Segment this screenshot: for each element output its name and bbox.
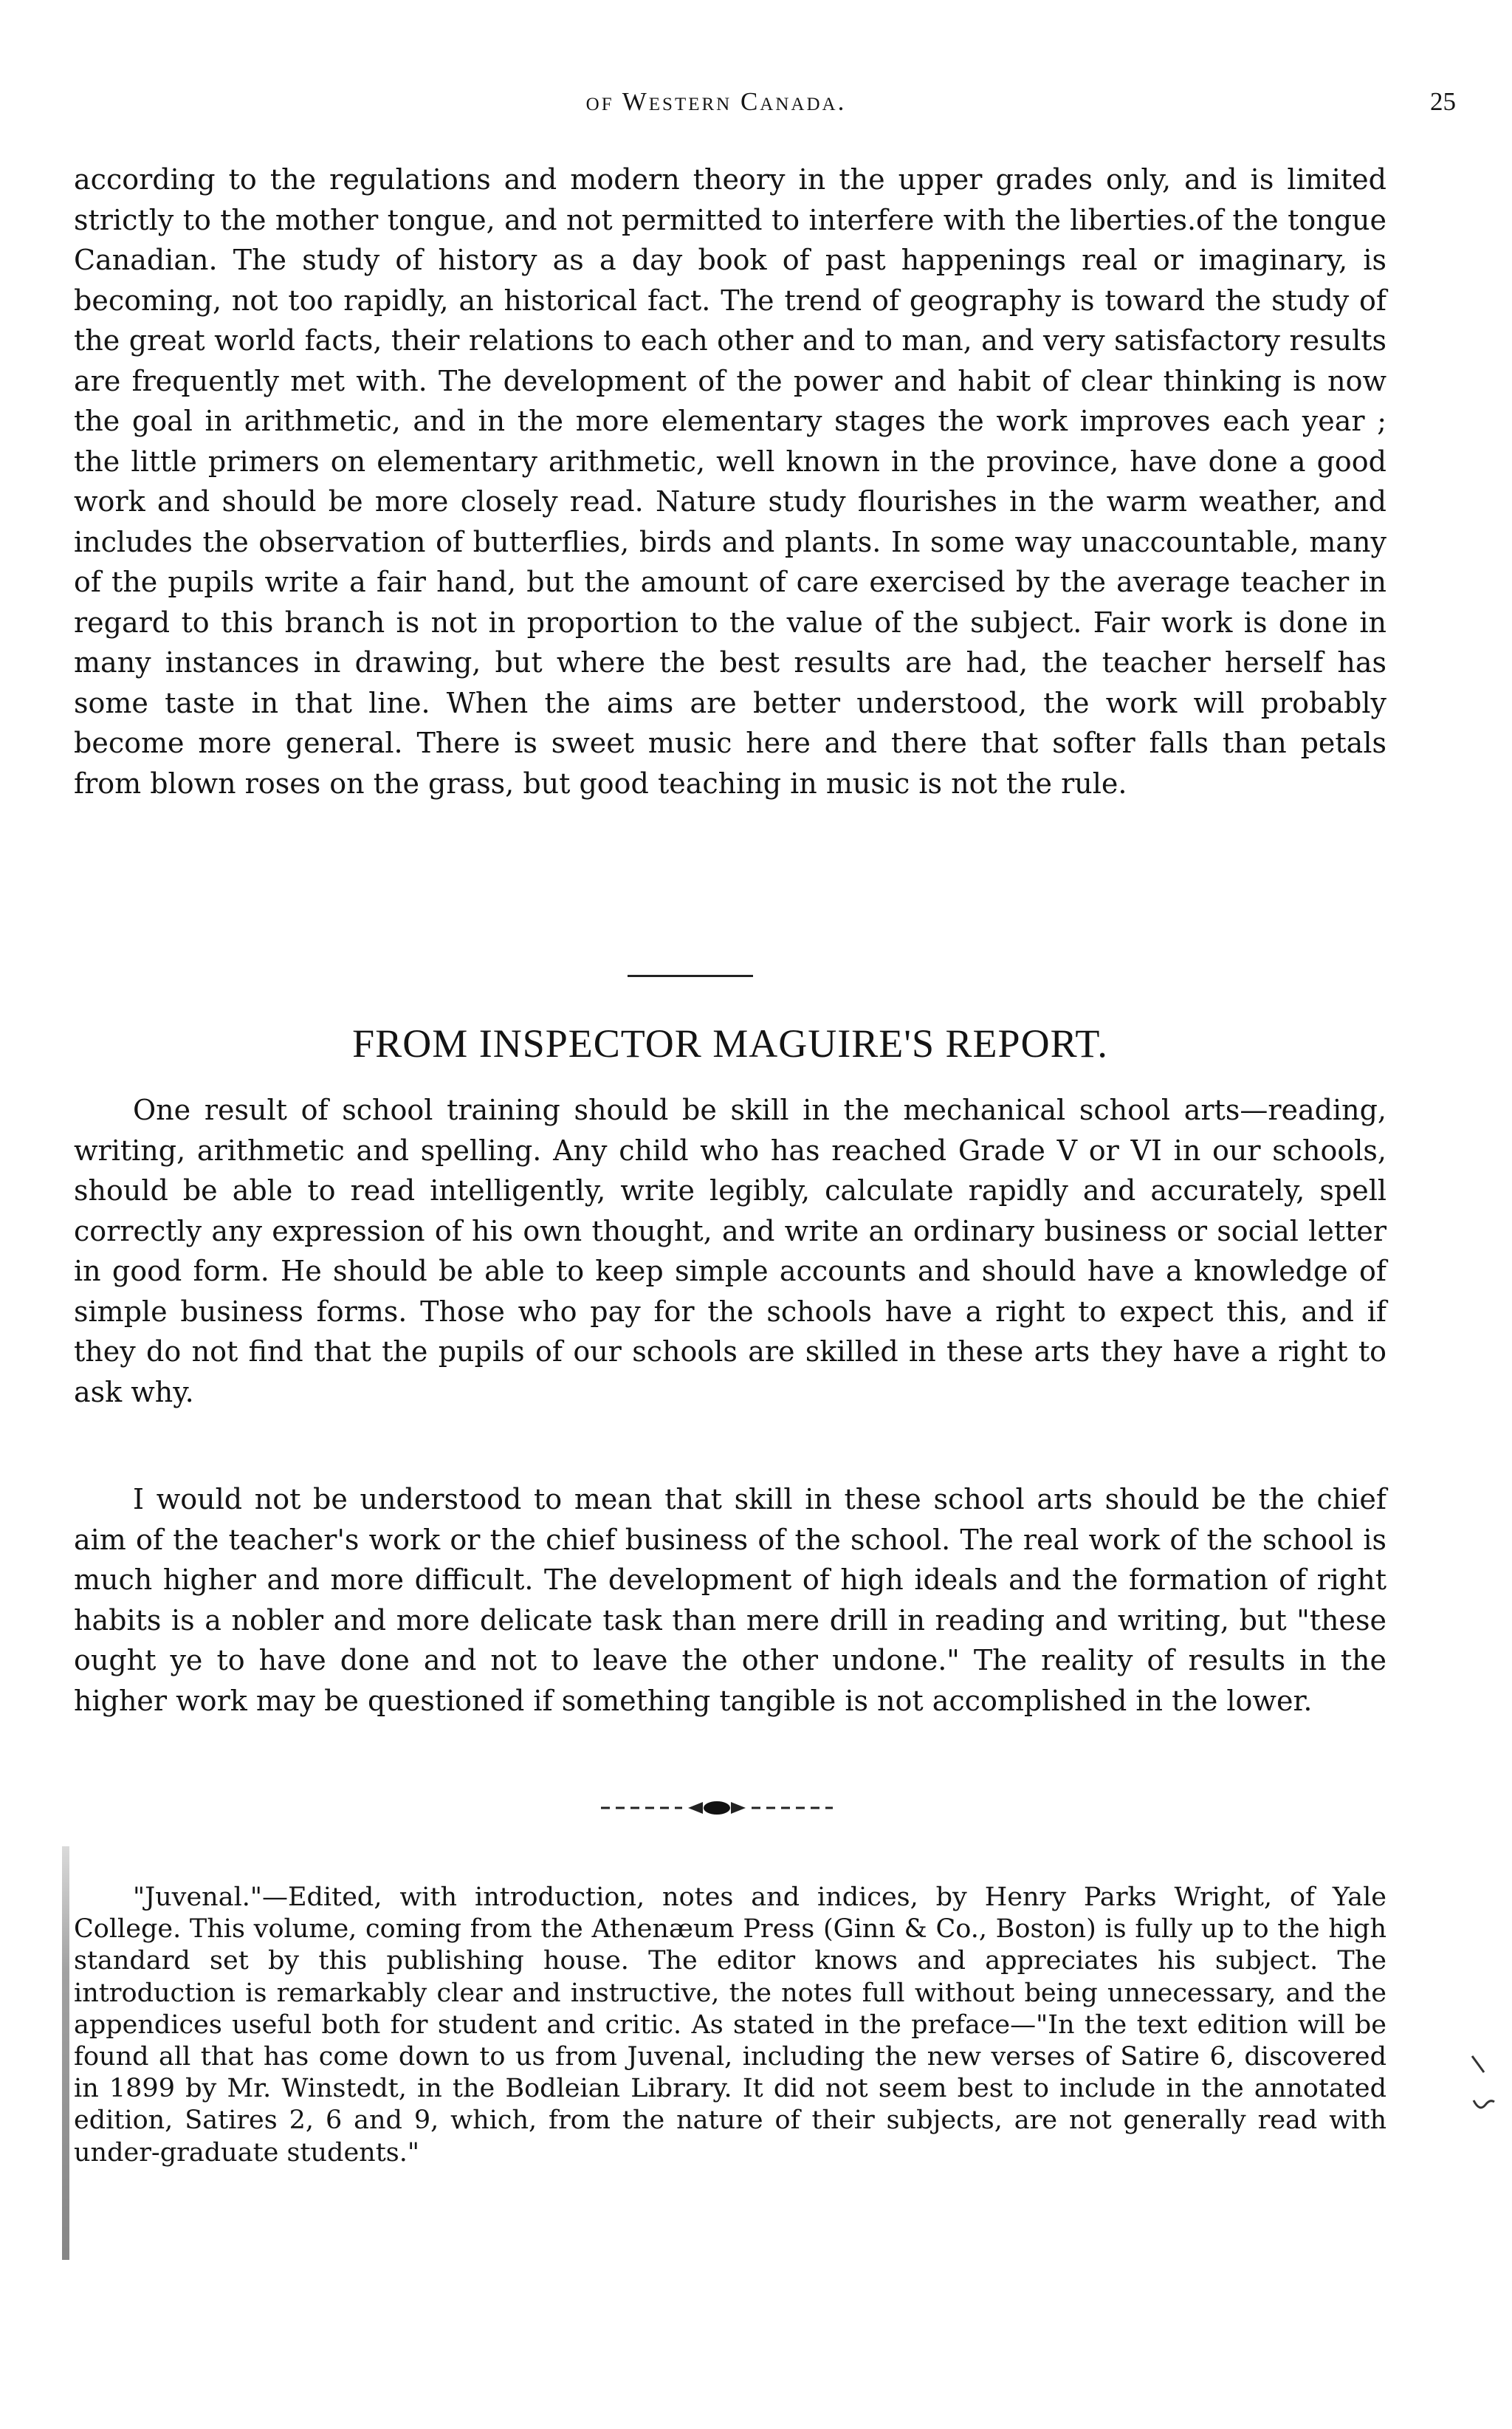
section-divider-rule (628, 975, 753, 977)
margin-mark-icon (1469, 2053, 1499, 2120)
running-title: of Western Canada. (585, 87, 847, 116)
section-heading: FROM INSPECTOR MAGUIRE'S REPORT. (352, 1021, 1108, 1066)
page-number: 25 (1430, 87, 1456, 116)
report-paragraph-1: One result of school training should be skill in the mechanical school arts—reading, writing, arithmetic and spelling. Any child who has reached Grade V or VI in our schools, should be able to read intelligently, write legibly, calculate rapidly and accurately, spell correctly any expression of his own thought, and write an ordinary business or social letter in good form. He should be able to keep simple accounts and should have a knowledge of simple business forms. Those who pay for the schools have a right to expect this, and if they do not find that the pupils of our schools are skilled in these arts they have a right to ask why. (74, 1094, 1386, 1408)
report-paragraph-2: I would not be understood to mean that skill in these school arts should be the chief aim of the teacher's work or the chief business of the school. The real work of the school is much higher and more difficult. The development of high ideals and the formation of right habits is a nobler and more delicate task than mere drill in reading and writing, but "these ought ye to have done and not to leave the other undone." The reality of results in the higher work may be questioned if something tangible is not accomplished in the lower. (74, 1483, 1386, 1717)
ornament-divider-icon (595, 1799, 839, 1817)
binding-edge-shadow (62, 1846, 69, 2260)
running-head (74, 87, 1506, 123)
continued-paragraph: according to the regulations and modern theory in the upper grades only, and is limited strictly to the mother tongue, and not permitted to interfere with the liberties.of the tongue Canadian. The study of history as a day book of past happenings real or imaginary, is becoming, not too rapidly, an historical fact. The trend of geography is toward the study of the great world facts, their relations to each other and to man, and very satisfactory results are frequently met with. The development of the power and habit of clear thinking is now the goal in arithmetic, and in the more elementary stages the work improves each year ; the little primers on elementary arithmetic, well known in the province, have done a good work and should be more closely read. Nature study flourishes in the warm weather, and includes the observation of butterflies, birds and plants. In some way unaccountable, many of the pupils write a fair hand, but the amount of care exercised by the average teacher in regard to this branch is not in proportion to the value of the subject. Fair work is done in many instances in drawing, but where the best results are had, the teacher herself has some taste in that line. When the aims are better understood, the work will probably become more general. There is sweet music here and there that softer falls than petals from blown roses on the grass, but good teaching in music is not the rule. (74, 163, 1386, 800)
book-review-paragraph: "Juvenal."—Edited, with introduction, notes and indices, by Henry Parks Wright, of Yale College. This volume, coming from the Athenæum Press (Ginn & Co., Boston) is fully up to the high standard set by this publishing house. The editor knows and appreciates his subject. The introduction is remarkably clear and instructive, the notes full without being unnecessary, and the appendices useful both for student and critic. As stated in the preface—"In the text edition will be found all that has come down to us from Juvenal, including the new verses of Satire 6, discovered in 1899 by Mr. Winstedt, in the Bodleian Library. It did not seem best to include in the annotated edition, Satires 2, 6 and 9, which, from the nature of their subjects, are not generally read with under-graduate students." (74, 1882, 1386, 2168)
